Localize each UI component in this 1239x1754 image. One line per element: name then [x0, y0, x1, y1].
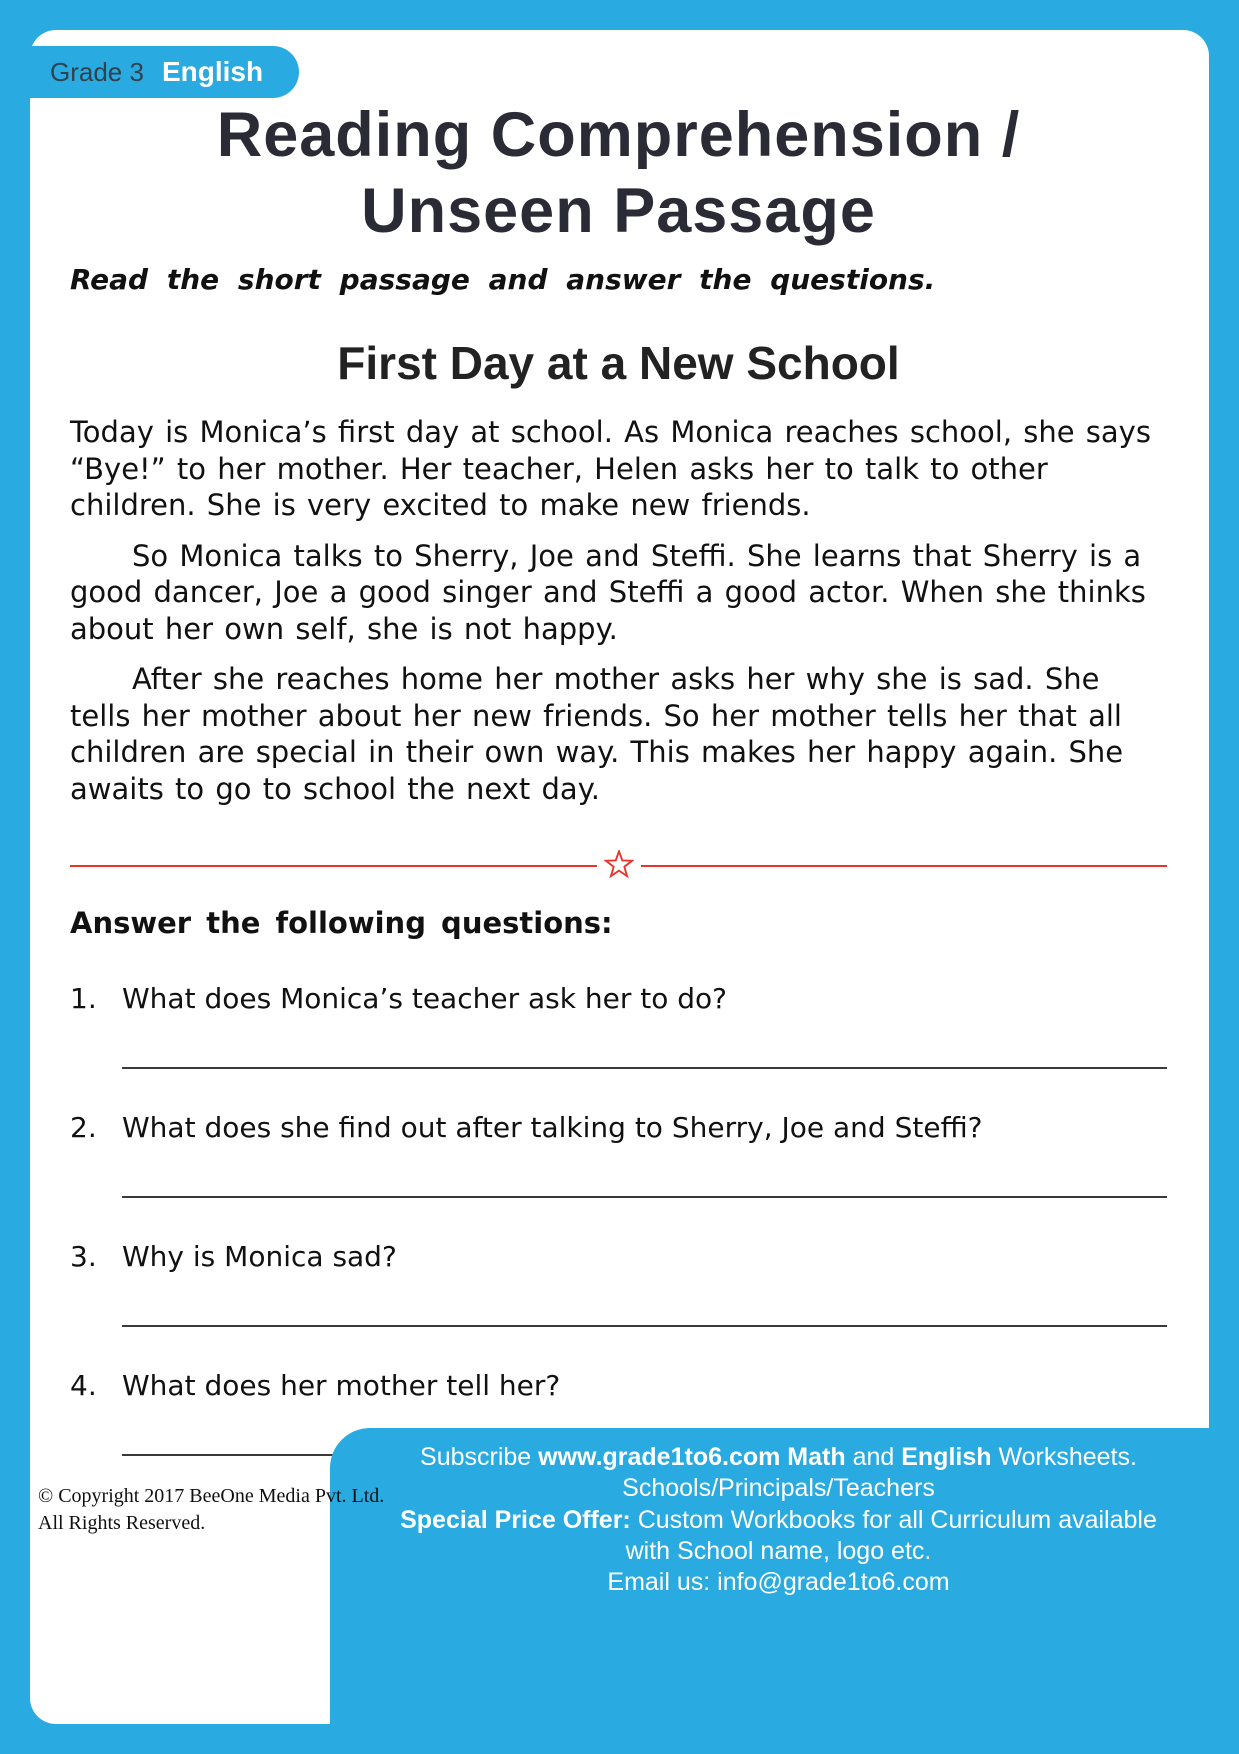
footer-offer-line	[360, 1505, 1197, 1536]
answer-line	[122, 1067, 1167, 1069]
answer-line	[122, 1325, 1167, 1327]
footer-subscribe-line	[360, 1442, 1197, 1473]
subject-label: English	[161, 56, 264, 87]
page-title-line2: Unseen Passage	[361, 175, 876, 246]
question-item	[70, 982, 1167, 1069]
page-title	[70, 98, 1167, 249]
footer-text-segment: Custom Workbooks for all Curriculum available	[630, 1505, 1157, 1534]
passage-paragraph: Today is Monica’s first day at school. As Monica reaches school, she says “Bye!” to her mother. Her teacher, Helen asks her to talk to other children. She is very excited to make new friends.	[70, 415, 1151, 523]
passage-paragraph: After she reaches home her mother asks her why she is sad. She tells her mother about her new friends. So her mother tells her that all children are special in their own way. This makes her happy again. She awaits to go to school the next day.	[70, 662, 1124, 806]
question-text: What does Monica’s teacher ask her to do?	[122, 981, 728, 1015]
copyright-line1: © Copyright 2017 BeeOne Media Pvt. Ltd.	[38, 1485, 385, 1507]
footer-audience-line: Schools/Principals/Teachers	[622, 1474, 935, 1503]
footer-text-segment: and	[845, 1443, 902, 1471]
question-text: Why is Monica sad?	[122, 1239, 397, 1273]
question-number: 4.	[70, 1368, 97, 1402]
footer-text-segment: Subscribe	[420, 1443, 539, 1471]
copyright-notice	[38, 1483, 384, 1537]
footer-text-segment: Special Price Offer:	[400, 1505, 631, 1534]
passage-paragraph: So Monica talks to Sherry, Joe and Steffi. She learns that Sherry is a good dancer, Joe a good singer and Steffi a good actor. When she thinks about her own self, she is not happy.	[70, 538, 1146, 646]
questions-heading: Answer the following questions:	[70, 905, 613, 940]
footer-text-segment: www.grade1to6.com Math	[538, 1443, 846, 1471]
grade-subject-badge	[30, 46, 299, 98]
star-icon	[597, 850, 641, 880]
passage-title: First Day at a New School	[337, 337, 900, 390]
footer-email-line: Email us: info@grade1to6.com	[607, 1568, 950, 1596]
section-divider	[70, 850, 1167, 882]
question-number: 1.	[70, 981, 97, 1015]
footer-promo-box	[330, 1428, 1239, 1754]
footer-school-line: with School name, logo etc.	[625, 1536, 932, 1565]
instruction-text: Read the short passage and answer the questions.	[70, 263, 936, 297]
grade-label: Grade 3	[50, 56, 144, 87]
footer-text-segment: English	[901, 1443, 992, 1471]
question-text: What does her mother tell her?	[122, 1368, 561, 1402]
footer-text-segment: Worksheets.	[991, 1443, 1137, 1471]
question-item	[70, 1240, 1167, 1327]
question-number: 2.	[70, 1110, 97, 1144]
question-item	[70, 1111, 1167, 1198]
page-title-line1: Reading Comprehension /	[216, 100, 1021, 170]
answer-line	[122, 1196, 1167, 1198]
copyright-line2: All Rights Reserved.	[38, 1512, 206, 1534]
question-number: 3.	[70, 1239, 97, 1273]
passage-body	[70, 414, 1167, 807]
question-text: What does she find out after talking to Sherry, Joe and Steffi?	[122, 1110, 983, 1144]
